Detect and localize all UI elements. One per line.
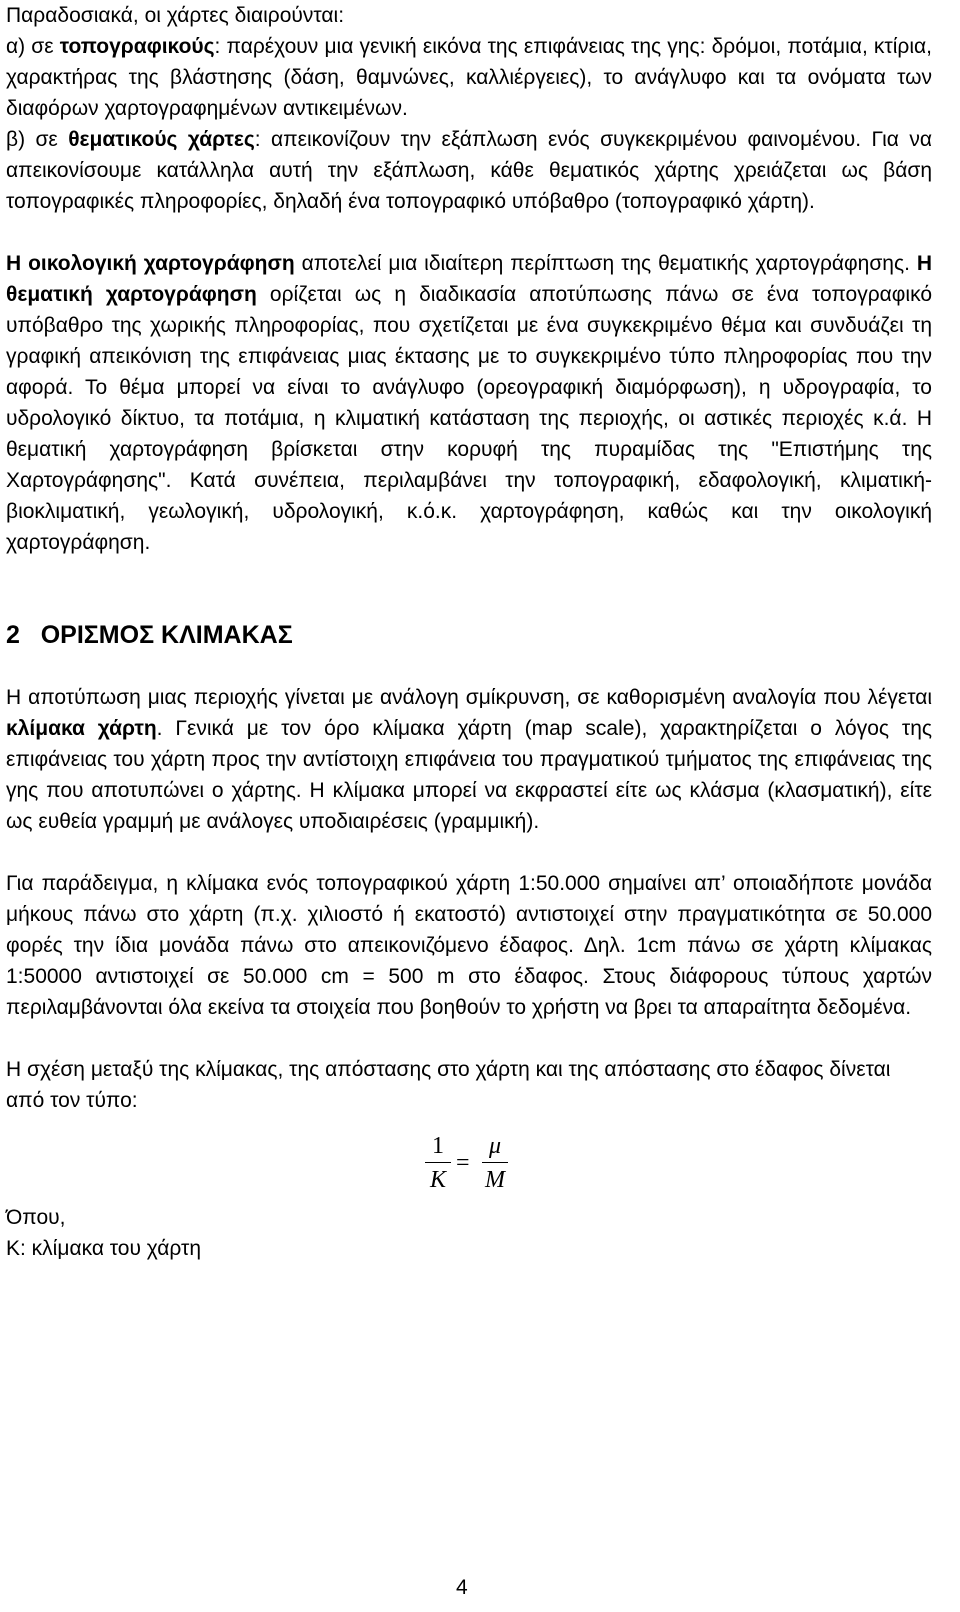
relation-paragraph: Η σχέση μεταξύ της κλίμακας, της απόστασης στο χάρτη και της απόστασης στο έδαφος δίνεται από τον τύπο:	[6, 1058, 891, 1112]
ecology-paragraph	[6, 248, 932, 558]
document-page	[6, 0, 932, 1264]
paragraph-gap	[6, 217, 932, 248]
scale-formula	[6, 1130, 932, 1202]
example-paragraph: Για παράδειγμα, η κλίμακα ενός τοπογραφικού χάρτη 1:50.000 σημαίνει απ’ οποιαδήποτε μονάδα μήκους πάνω στο χάρτη (π.χ. χιλιοστό ή εκατοστό) αντιστοιχεί στην πραγματικότητα σε 50.000 φορές την ίδια μονάδα πάνω στο απεικονιζόμενο έδαφος. Δηλ. 1cm πάνω σε χάρτη κλίμακας 1:50000 αντιστοιχεί σε 50.000 cm = 500 m στο έδαφος. Στους διάφορους τύπους χαρτών περιλαμβάνονται όλα εκείνα τα στοιχεία που βοηθούν το χρήστη να βρει τα απαραίτητα δεδομένα.	[6, 872, 932, 1019]
formula-right-numerator: μ	[488, 1133, 502, 1159]
paragraph-gap	[6, 1023, 932, 1054]
item-b-paragraph	[6, 124, 932, 217]
formula-right-denominator: M	[485, 1167, 505, 1193]
formula-equals: =	[456, 1150, 470, 1176]
item-a-term: τοπογραφικούς	[59, 35, 215, 58]
thematic-term: Η θεματική χαρτογράφηση	[6, 252, 932, 306]
k-definition: K: κλίμακα του χάρτη	[6, 1237, 202, 1260]
ecology-text-1: αποτελεί μια ιδιαίτερη περίπτωση της θεματικής χαρτογράφησης.	[294, 252, 917, 275]
ecology-term: Η οικολογική χαρτογράφηση	[6, 252, 295, 275]
item-a-prefix: α) σε	[6, 35, 60, 58]
item-b-prefix: β) σε	[6, 128, 69, 151]
formula-left-fraction	[423, 1130, 453, 1195]
paragraph-gap	[6, 837, 932, 868]
item-b-text: : απεικονίζουν την εξάπλωση ενός συγκεκριμένου φαινομένου. Για να απεικονίσουμε κατάλληλα αυτή την εξάπλωση, κάθε θεματικός χάρτης χρειάζεται ως βάση τοπογραφικές πληροφορίες, δηλαδή ένα τοπογραφικό υπόβαθρο (τοπογραφικό χάρτη).	[6, 128, 932, 213]
section-heading: 2 ΟΡΙΣΜΟΣ ΚΛΙΜΑΚΑΣ	[6, 621, 293, 649]
scale-term: κλίμακα χάρτη	[6, 717, 157, 740]
paragraph-gap	[6, 589, 932, 620]
scale-text-2: . Γενικά με τον όρο κλίμακα χάρτη (map scale), χαρακτηρίζεται ο λόγος της επιφάνειας του χάρτη προς την αντίστοιχη επιφάνεια του πραγματικού τμήματος της επιφάνειας της γης που αποτυπώνει ο χάρτης. Η κλίμακα μπορεί να εκφραστεί είτε ως κλάσμα (κλασματική), είτε ως ευθεία γραμμή με ανάλογες υποδιαιρέσεις (γραμμική).	[6, 717, 932, 833]
scale-paragraph	[6, 682, 932, 837]
item-a-text: : παρέχουν μια γενική εικόνα της επιφάνειας της γης: δρόμοι, ποτάμια, κτίρια, χαρακτήρας της βλάστησης (δάση, θαμνώνες, καλλιέργειες), το ανάγλυφο και τα ονόματα των διαφόρων χαρτογραφημένων αντικειμένων.	[6, 35, 932, 120]
where-label: Όπου,	[6, 1206, 66, 1229]
page-number: 4	[456, 1576, 468, 1599]
item-b-term: θεματικούς χάρτες	[68, 128, 255, 151]
scale-text-1: Η αποτύπωση μιας περιοχής γίνεται με ανάλογη σμίκρυνση, σε καθορισμένη αναλογία που λέγεται	[6, 686, 932, 709]
intro-line: Παραδοσιακά, οι χάρτες διαιρούνται:	[6, 4, 345, 27]
formula-left-denominator: K	[429, 1167, 446, 1193]
formula-left-numerator: 1	[432, 1133, 444, 1159]
ecology-text-2: ορίζεται ως η διαδικασία αποτύπωσης πάνω σε ένα τοπογραφικό υπόβαθρο της χωρικής πληροφορίας, που σχετίζεται με ένα συγκεκριμένο θέμα και συνδυάζει τη γραφική απεικόνιση της επιφάνειας μιας έκτασης με το συγκεκριμένο τύπο πληροφορίας που την αφορά. Το θέμα μπορεί να είναι το ανάγλυφο (ορεογραφική διαμόρφωση), η υδρογραφία, το υδρολογικό δίκτυο, τα ποτάμια, η κλιματική κατάσταση της περιοχής, οι αστικές περιοχές κ.ά. Η θεματική χαρτογράφηση βρίσκεται στην κορυφή της πυραμίδας της "Επιστήμης της Χαρτογράφησης". Κατά συνέπεια, περιλαμβάνει την τοπογραφική, εδαφολογική, κλιματική-βιοκλιματική, γεωλογική, υδρολογική, κ.ό.κ. χαρτογράφηση, καθώς και την οικολογική χαρτογράφηση.	[6, 283, 932, 554]
formula-right-fraction	[480, 1130, 510, 1195]
paragraph-gap	[6, 651, 932, 682]
paragraph-gap	[6, 558, 932, 589]
item-a-paragraph	[6, 31, 932, 124]
